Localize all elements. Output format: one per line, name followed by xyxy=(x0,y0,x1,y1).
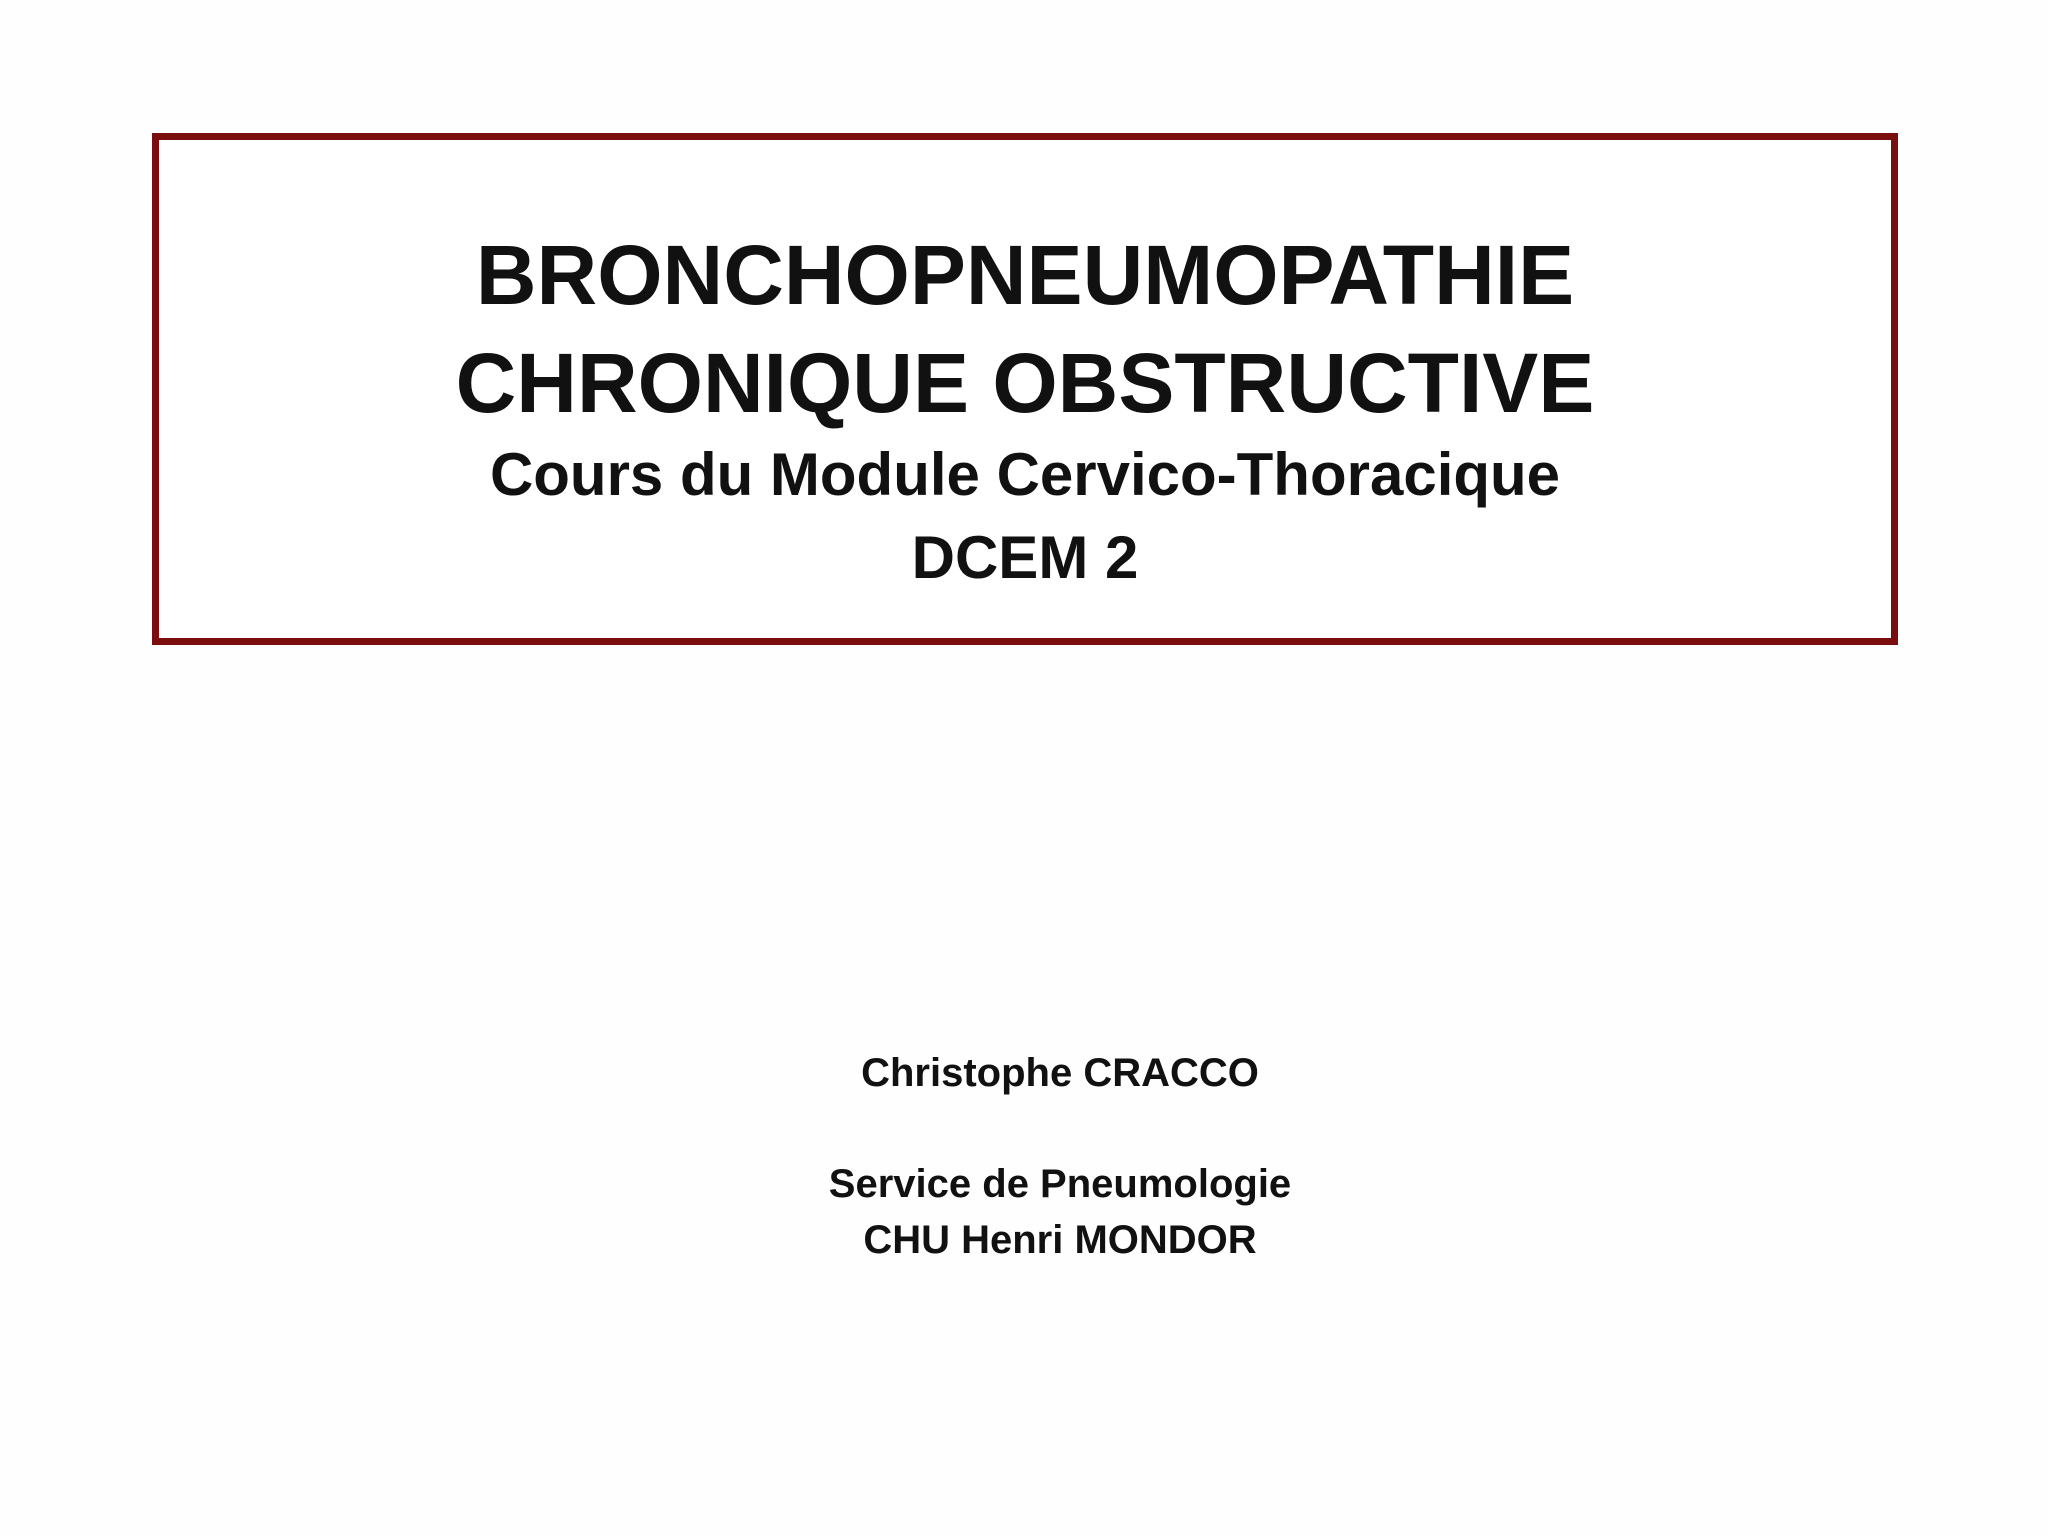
hospital-name: CHU Henri MONDOR xyxy=(863,1218,1257,1262)
title-line-2: CHRONIQUE OBSTRUCTIVE xyxy=(455,336,1595,430)
title-frame xyxy=(152,133,1898,645)
department-name: Service de Pneumologie xyxy=(828,1162,1292,1206)
title-line-1: BRONCHOPNEUMOPATHIE xyxy=(475,228,1575,322)
subtitle: Cours du Module Cervico-Thoracique xyxy=(489,441,1561,508)
author-name: Christophe CRACCO xyxy=(861,1051,1259,1095)
level-label: DCEM 2 xyxy=(911,524,1139,591)
